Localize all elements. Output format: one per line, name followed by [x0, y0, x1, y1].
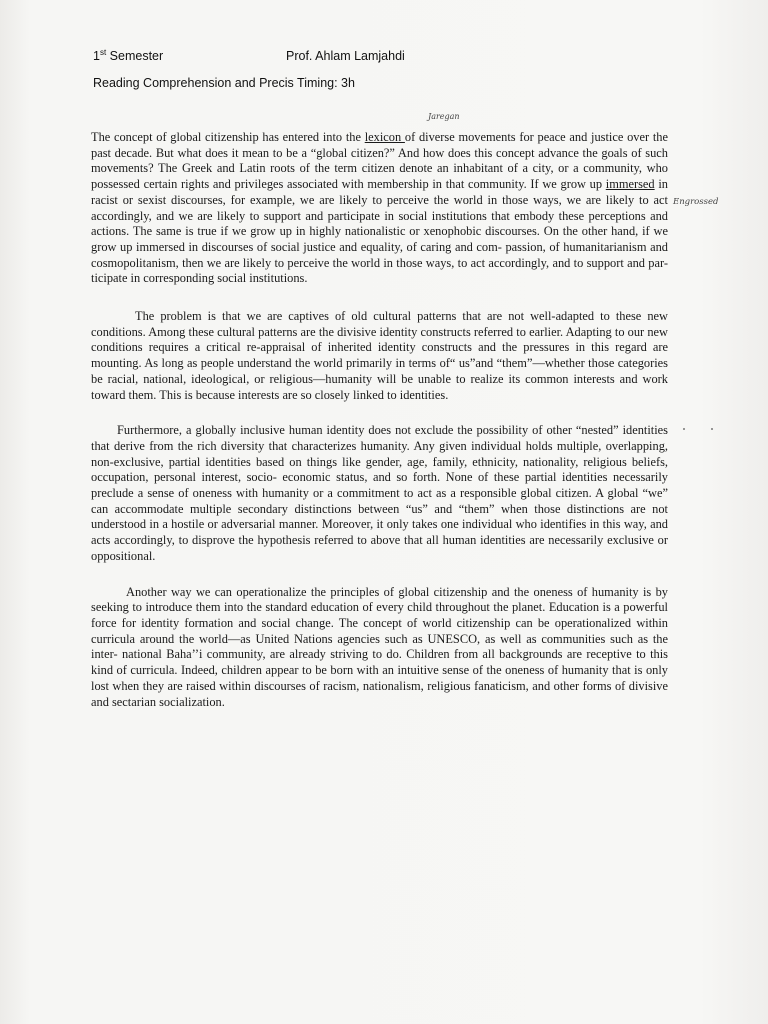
paragraph-1-part-a: The concept of global citizenship has entered into the — [91, 130, 365, 144]
paragraph-3: Furthermore, a globally inclusive human identity does not exclude the possibility of other “nested” identities that derive from the rich diversity that characterizes humanity. Any given individual holds multiple, overlapping, non-exclusive, partial identities based on things like gender, age, family, ethnicity, nationality, religious beliefs, occupation, personal interest, socio- economic status, and so forth. None of these partial identities necessarily preclude a sense of oneness with humanity or a commitment to act as a responsible global citizen. A global “we” can accommodate multiple secondary distinctions between “us” and “them” when those distinctions are not understood in a hostile or adversarial manner. Moreover, it only takes one individual who identifies in this way, and acts accordingly, to disprove the hypothesis referred to above that all human identities are necessarily exclusive or oppositional. — [91, 423, 668, 563]
semester-label — [93, 48, 286, 63]
professor-name: Prof. Ahlam Lamjahdi — [286, 49, 405, 64]
semester-number: 1 — [93, 49, 100, 64]
handwritten-note-immersed: Engrossed — [673, 197, 719, 207]
semester-word: Semester — [106, 49, 164, 64]
handwritten-note-lexicon: Jaregan — [428, 112, 460, 121]
paragraph-1 — [91, 130, 668, 287]
course-title: Reading Comprehension and Precis Timing: 3h — [93, 76, 355, 90]
paragraph-2: The problem is that we are captives of old cultural patterns that are not well-adapted to these new conditions. Among these cultural patterns are the divisive identity constructs referred to earlier. Adapting to our new conditions requires a critical re-appraisal of inherited identity constructs and the pressures in this regard are mounting. As long as people understand the world primarily in terms of“ us”and “them”—whether those categories be racial, national, ideological, or religious—humanity will be unable to realize its common interests and work toward them. This is because interests are so closely linked to identities. — [91, 309, 668, 402]
scan-speck — [683, 428, 685, 430]
underlined-word-lexicon: lexicon — [364, 130, 405, 144]
scan-speck — [711, 428, 713, 430]
semester-ordinal: st — [99, 48, 107, 57]
underlined-word-immersed: immersed — [605, 177, 655, 192]
paragraph-4: Another way we can operationalize the principles of global citizenship and the oneness of humanity is by seeking to introduce them into the standard education of every child throughout the planet. Education is a powerful force for identity formation and social change. The concept of world citizenship can be operationalized within curricula around the world—as United Nations agencies such as UNESCO, as well as communities such as the inter- national Baha’’i community, are already striving to do. Children from all backgrounds are receptive to this kind of curricula. Indeed, children appear to be born with an intuitive sense of the oneness of humanity that is only lost when they are raised within discourses of racism, nationalism, religious fanaticism, and other forms of divisive and sectarian socialization. — [91, 584, 668, 709]
document-body — [91, 130, 668, 710]
paragraph-1-part-c: in racist or sexist discourses, for example, we are likely to perceive the world in those ways, we are likely to act accordingly, and we are likely to support and participate in social institutions that embody these perceptions and actions. The same is true if we grow up in highly nationalistic or xenophobic discourses. On the other hand, if we grow up immersed in discourses of social justice and equality, of caring and com- passion, of humanitarianism and cosmopolitanism, then we are likely to perceive the world in those ways, to act accordingly, and to support and par- ticipate in corresponding social institutions. — [91, 177, 668, 286]
document-header — [93, 48, 405, 90]
paragraph-1-part-b: of diverse movements for peace and justice over the past decade. But what does it mean to be a “global citizen?” And how does this concept advance the goals of such movements? The Greek and Latin roots of the term citizen denote an inhabitant of a city, or a community, who possessed certain rights and privileges associated with membership in that community. If we grow up — [91, 130, 668, 192]
